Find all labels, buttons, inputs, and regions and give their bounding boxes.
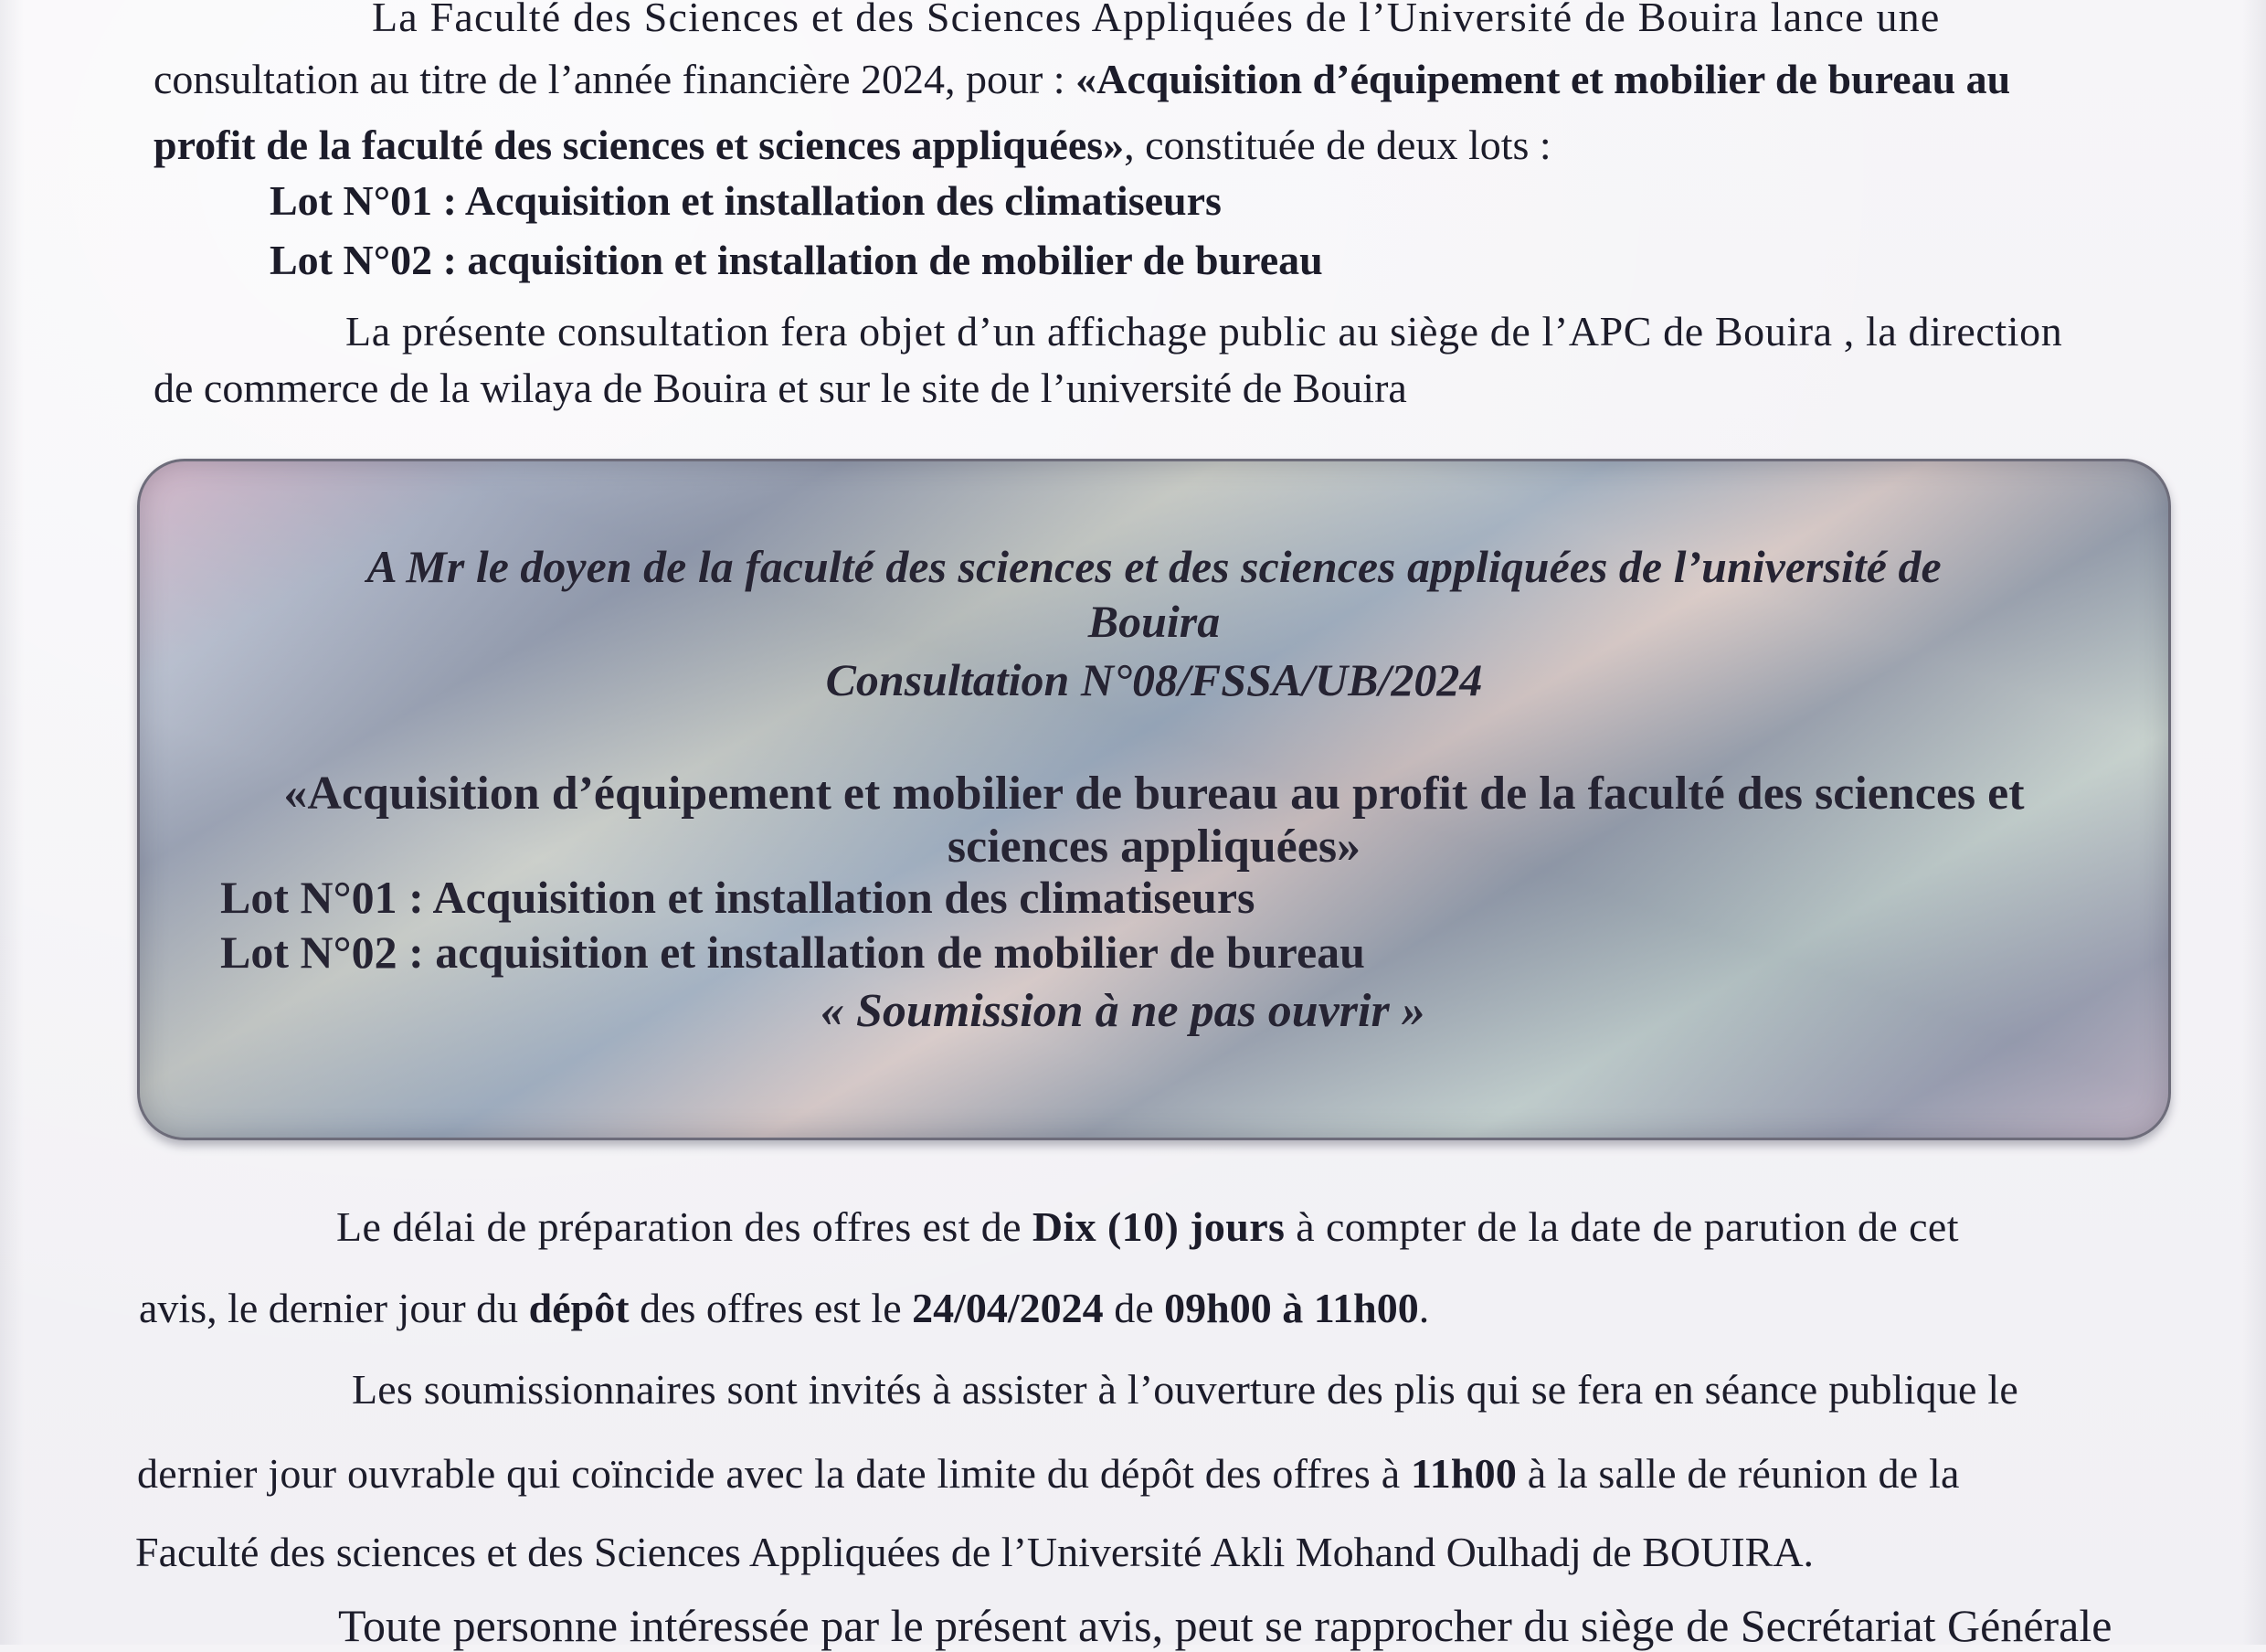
deadline-text-a: Le délai de préparation des offres est de xyxy=(336,1203,1032,1250)
deadline-text-c: à compter de la date de parution de cet xyxy=(1285,1203,1959,1250)
deadline-period: . xyxy=(1418,1285,1430,1331)
do-not-open-warning: « Soumission à ne pas ouvrir » xyxy=(821,985,1425,1037)
deadline-duration: Dix (10) jours xyxy=(1032,1203,1286,1250)
display-line-1: La présente consultation fera objet d’un affichage public au siège de l’APC de Bouira , la direction xyxy=(345,308,2063,355)
addressee-line-1: A Mr le doyen de la faculté des sciences et des sciences appliquées de l’université de xyxy=(366,541,1942,592)
label-lot-1: Lot N°01 : Acquisition et installation des climatiseurs xyxy=(220,872,1255,923)
display-line-2: de commerce de la wilaya de Bouira et sur le site de l’université de Bouira xyxy=(154,365,1407,411)
opening-line-2 xyxy=(137,1449,1960,1498)
addressee-line-2: Bouira xyxy=(1087,596,1221,647)
opening-text-a: dernier jour ouvrable qui coïncide avec la date limite du dépôt des offres à xyxy=(137,1450,1412,1497)
closing-line-1: Toute personne intéressée par le présent avis, peut se rapprocher du siège de Secrétariat Générale xyxy=(338,1600,2112,1651)
opening-line-1: Les soumissionnaires sont invités à assister à l’ouverture des plis qui se fera en séance publique le xyxy=(352,1366,2018,1413)
lot-1: Lot N°01 : Acquisition et installation des climatiseurs xyxy=(270,177,1222,224)
deadline-line-2 xyxy=(139,1284,1429,1332)
opening-time: 11h00 xyxy=(1411,1450,1518,1497)
opening-text-c: à la salle de réunion de la xyxy=(1517,1450,1960,1497)
deadline-depot-word: dépôt xyxy=(528,1285,630,1331)
object-line-1: «Acquisition d’équipement et mobilier de bureau au profit de la faculté des sciences et xyxy=(283,768,2025,820)
intro-line-3-text: , constituée de deux lots : xyxy=(1124,122,1551,168)
object-line-2: sciences appliquées» xyxy=(947,821,1361,873)
lot-2: Lot N°02 : acquisition et installation de mobilier de bureau xyxy=(270,237,1323,283)
intro-line-2 xyxy=(154,55,2010,103)
intro-object-title-part1: «Acquisition d’équipement et mobilier de bureau au xyxy=(1075,56,2011,102)
submission-label-box xyxy=(137,459,2171,1140)
intro-line-2-text: consultation au titre de l’année financière 2024, pour : xyxy=(154,56,1076,102)
opening-line-3: Faculté des sciences et des Sciences Appliquées de l’Université Akli Mohand Oulhadj de BOUIRA. xyxy=(135,1529,1815,1575)
deadline-text-e: des offres est le xyxy=(629,1285,913,1331)
intro-line-1 xyxy=(372,0,1940,41)
deadline-text-f: de xyxy=(1103,1285,1165,1331)
intro-object-title-part2: profit de la faculté des sciences et sciences appliquées» xyxy=(154,122,1125,168)
deadline-text-d: avis, le dernier jour du xyxy=(139,1285,529,1331)
label-lot-2: Lot N°02 : acquisition et installation de mobilier de bureau xyxy=(220,927,1365,978)
deadline-hours: 09h00 à 11h00 xyxy=(1164,1285,1419,1331)
intro-line-1-text: La Faculté des Sciences et des Sciences Appliquées de l’Université de Bouira lance une xyxy=(372,0,1941,40)
deadline-line-1 xyxy=(336,1202,1959,1251)
scan-edge-left xyxy=(0,0,24,1645)
intro-line-3 xyxy=(154,121,1551,169)
scan-edge-right xyxy=(2242,0,2266,1645)
consultation-reference: Consultation N°08/FSSA/UB/2024 xyxy=(825,654,1483,705)
deadline-date: 24/04/2024 xyxy=(912,1285,1104,1331)
